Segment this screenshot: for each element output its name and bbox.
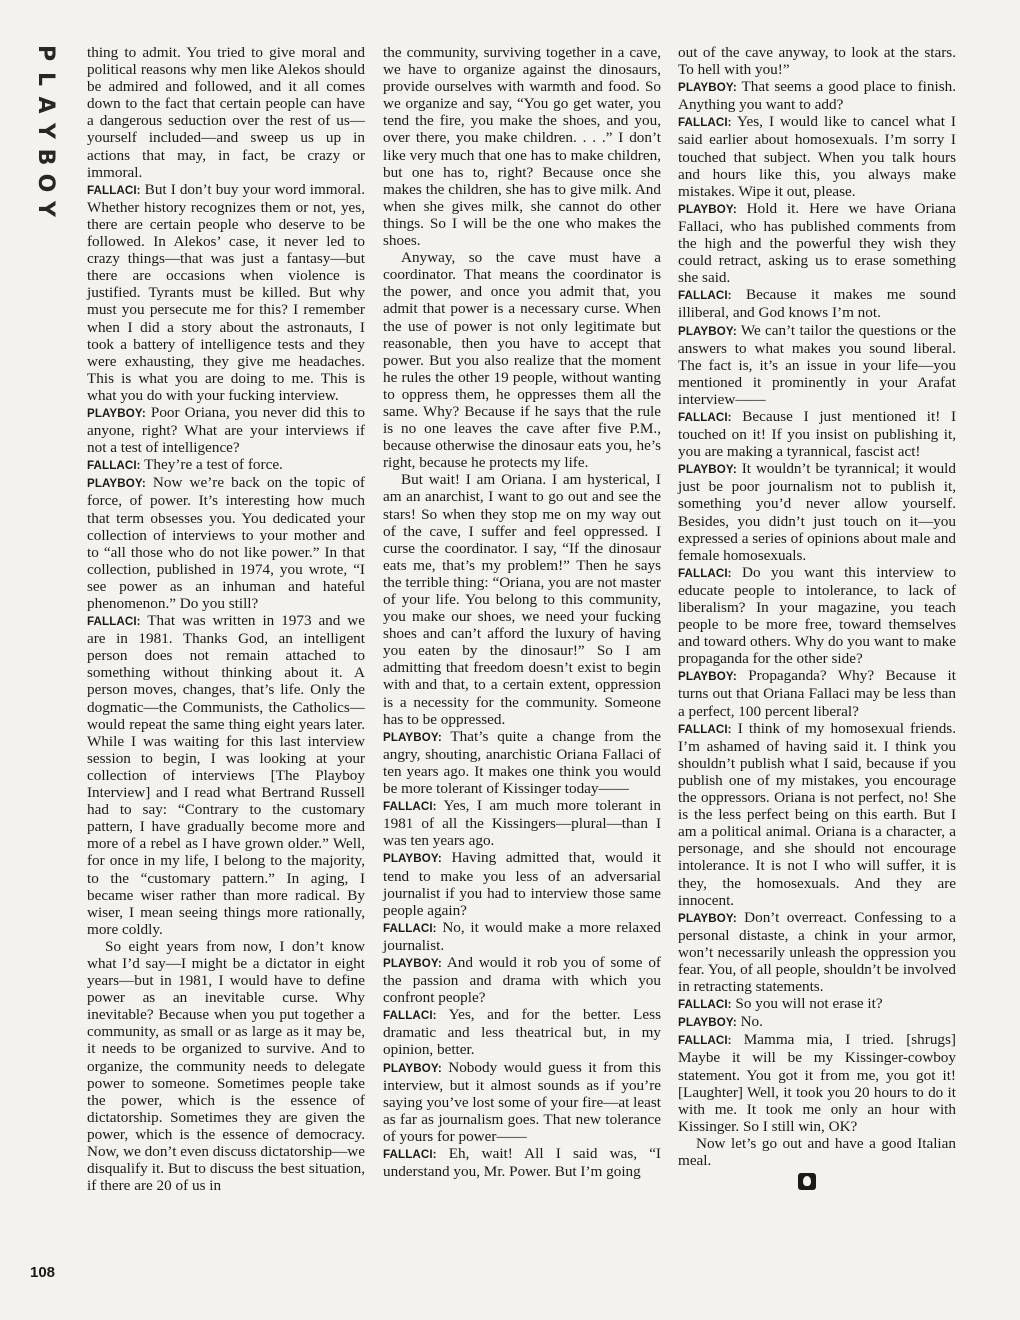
masthead-letter: Y	[33, 201, 58, 217]
paragraph	[87, 938, 365, 1194]
paragraph	[678, 408, 956, 460]
paragraph	[678, 1031, 956, 1135]
speaker-label: PLAYBOY:	[678, 81, 737, 95]
paragraph-text: Yes, and for the better. Less dramatic and less theatrical but, in my opinion, better.	[383, 1006, 661, 1059]
paragraph	[383, 471, 661, 727]
masthead-letter: B	[33, 148, 58, 166]
text-column-2	[383, 44, 661, 1180]
paragraph	[383, 797, 661, 849]
paragraph	[678, 200, 956, 286]
magazine-masthead-vertical	[28, 40, 62, 222]
paragraph	[678, 1013, 956, 1031]
paragraph	[678, 909, 956, 995]
paragraph	[678, 460, 956, 564]
paragraph-text: Poor Oriana, you never did this to anyone, right? What are your interviews if not a test of intelligence?	[87, 403, 365, 457]
paragraph	[383, 1059, 661, 1145]
paragraph-text: Eh, wait! All I said was, “I understand you, Mr. Power. But I’m going	[383, 1145, 661, 1181]
paragraph-text: We can’t tailor the questions or the answers to what makes you sound liberal. The fact is, it’s an issue in your life—you mentioned it prominently in your Arafat interview——	[678, 321, 956, 408]
paragraph-text: Now we’re back on the topic of force, of power. It’s interesting how much that term obsesses you. You dedicated your collection of interviews to your mother and to “all those who do not like power.” In that collection, published in 1974, you wrote, “I see power as an inhuman and hateful phenomenon.” Do you still?	[87, 474, 365, 612]
speaker-label: FALLACI:	[87, 459, 141, 473]
paragraph	[383, 1006, 661, 1058]
speaker-label: PLAYBOY:	[383, 1061, 442, 1075]
text-column-3	[678, 44, 956, 1194]
speaker-label: FALLACI:	[383, 800, 437, 814]
speaker-label: PLAYBOY:	[678, 670, 737, 684]
paragraph	[383, 44, 661, 249]
paragraph	[678, 995, 956, 1013]
speaker-label: PLAYBOY:	[678, 911, 737, 925]
paragraph	[678, 564, 956, 668]
paragraph-text: Now let’s go out and have a good Italian meal.	[678, 1134, 956, 1169]
paragraph-text: So eight years from now, I don’t know what I’d say—I might be a dictator in eight years—but in 1981, I would have to define power as an inevitable curse. Why inevitable? Because when you put together a community, as small or as large as it may be, it needs to be organized to survive. And to organize, the community needs to delegate power to someone. Sometimes people take the power, which is the essence of dictatorship. Sometimes they are given the power, which is the essence of democracy. Now, we don’t even discuss dictatorship—we disqualify it. But to discuss the best situation, if there are 20 of us in	[87, 937, 365, 1195]
paragraph-text: Mamma mia, I tried. [shrugs] Maybe it will be my Kissinger-cowboy statement. You got it from me, you got it! [Laughter] Well, it took you 20 hours to do it with me. It took me only an hour with Kissinger. So I still win, OK?	[678, 1031, 956, 1135]
speaker-label: FALLACI:	[87, 615, 141, 629]
speaker-label: PLAYBOY:	[87, 477, 146, 491]
speaker-label: PLAYBOY:	[383, 956, 442, 970]
paragraph-text: It wouldn’t be tyrannical; it would just be poor journalism not to publish it, something you’d never allow yourself. Besides, you didn’t just touch on it—you expressed a series of opinions about male and female homosexuals.	[678, 460, 956, 564]
paragraph	[678, 44, 956, 78]
speaker-label: PLAYBOY:	[678, 1016, 737, 1030]
speaker-label: FALLACI:	[87, 183, 141, 197]
masthead-letter: A	[33, 96, 58, 114]
paragraph	[383, 728, 661, 797]
speaker-label: FALLACI:	[678, 116, 732, 130]
paragraph-text: So you will not erase it?	[731, 995, 883, 1013]
paragraph	[678, 667, 956, 719]
paragraph	[678, 78, 956, 113]
speaker-label: FALLACI:	[678, 566, 732, 580]
text-column-1	[87, 44, 365, 1194]
paragraph-text: That’s quite a change from the angry, shouting, anarchistic Oriana Fallaci of ten years ago. It makes one think you would be more tolerant of Kissinger today——	[383, 727, 661, 798]
paragraph-text: thing to admit. You tried to give moral and political reasons why men like Alekos should be admired and followed, and it all comes down to the fact that certain people can have a dangerous seduction over the rest of us—yourself included—and sweep us up in actions that may, in fact, be crazy or immoral.	[87, 44, 365, 181]
paragraph-text: Anyway, so the cave must have a coordinator. That means the coordinator is the power, and once you admit that, you admit that power is a necessary curse. When the use of power is not only legitimate but reasonable, then you have to accept that power. But you also realize that the moment he rules the other 19 people, without wanting to oppress them, he oppresses them all the same. Why? Because if he says that the rule is no one leaves the cave after five P.M., because otherwise the dinosaur eats you, he’s right, because he protects my life.	[383, 249, 661, 472]
speaker-label: FALLACI:	[383, 921, 437, 935]
page-number: 108	[30, 1264, 56, 1281]
paragraph-text: out of the cave anyway, to look at the stars. To hell with you!”	[678, 44, 956, 79]
paragraph-text: No, it would make a more relaxed journalist.	[383, 918, 661, 954]
paragraph-text: Don’t overreact. Confessing to a personal distaste, a chink in your armor, won’t necessarily unleash the oppression you fear. You, of all people, shouldn’t be involved in retracting statements.	[678, 908, 956, 996]
speaker-label: PLAYBOY:	[87, 406, 146, 420]
paragraph	[87, 474, 365, 612]
paragraph	[87, 404, 365, 456]
paragraph-text: Yes, I am much more tolerant in 1981 of all the Kissingers—plural—than I was ten years ago.	[383, 797, 661, 850]
paragraph-text: Because it makes me sound illiberal, and God knows I’m not.	[678, 286, 956, 322]
paragraph-text: Do you want this interview to educate people to intolerance, to lack of liberalism? In your magazine, you teach people to be more free, toward themselves and toward others. Why do you want to make propaganda for the other side?	[678, 563, 956, 668]
speaker-label: PLAYBOY:	[383, 852, 442, 866]
paragraph	[383, 954, 661, 1006]
speaker-label: FALLACI:	[678, 1034, 732, 1048]
paragraph-text: That was written in 1973 and we are in 1981. Thanks God, an intelligent person does not remain attached to something without thinking about it. A person moves, changes, that’s life. Only the dogmatic—the Communists, the Catholics—would repeat the same thing eight years later. While I was waiting for this last interview session to begin, I was looking at your collection of interviews [The Playboy Interview] and I read what Bertrand Russell had to say: “Contrary to the customary pattern, I have gradually become more and more of a rebel as I have grown older.” Well, for once in my life, I belong to the majority, to the “customary pattern.” In aging, I became wiser rather than more radical. By wiser, I mean seeing things more rationally, more coldly.	[87, 612, 365, 938]
speaker-label: PLAYBOY:	[678, 463, 737, 477]
masthead-letter: O	[33, 173, 58, 193]
paragraph	[87, 612, 365, 938]
speaker-label: FALLACI:	[678, 722, 732, 736]
paragraph-text: Because I just mentioned it! I touched on it! If you insist on publishing it, you are making a tyrannical, fascist act!	[678, 407, 956, 461]
paragraph	[678, 286, 956, 321]
paragraph	[678, 113, 956, 199]
paragraph-text: They’re a test of force.	[140, 456, 283, 474]
paragraph	[87, 456, 365, 474]
end-mark-icon	[798, 1173, 816, 1190]
paragraph-text: Yes, I would like to cancel what I said earlier about homosexuals. I’m sorry I touched that subject. When you talk hours and hours like this, you always make mistakes. Wipe it out, please.	[678, 113, 956, 200]
paragraph-text: No.	[736, 1013, 763, 1031]
speaker-label: FALLACI:	[383, 1148, 437, 1161]
masthead-letter: L	[33, 71, 58, 87]
masthead-letter: P	[33, 44, 58, 62]
paragraph-text: That seems a good place to finish. Anything you want to add?	[678, 78, 956, 114]
masthead-letter: Y	[33, 123, 58, 139]
paragraph-text: Propaganda? Why? Because it turns out that Oriana Fallaci may be less than a perfect, 100 percent liberal?	[678, 667, 956, 720]
paragraph-text: I think of my homosexual friends. I’m ashamed of having said it. I think you shouldn’t publish what I said, because if you publish one of my mistakes, you encourage the oppressors. Oriana is not perfect, no! She is the less perfect being on this earth. But I am a political animal. Oriana is a character, a personage, and she should not encourage intolerance. It is not I who will suffer, it is they, the homosexuals. And they are innocent.	[678, 719, 956, 909]
paragraph-text: Hold it. Here we have Oriana Fallaci, who has published comments from the high and the powerful they wish they could retract, asking us to erase something she said.	[678, 199, 956, 287]
speaker-label: FALLACI:	[678, 410, 732, 424]
speaker-label: PLAYBOY:	[383, 730, 442, 744]
speaker-label: PLAYBOY:	[678, 324, 737, 338]
speaker-label: FALLACI:	[678, 998, 732, 1012]
paragraph	[87, 181, 365, 404]
paragraph	[383, 1145, 661, 1180]
paragraph	[383, 849, 661, 918]
paragraph-text: Nobody would guess it from this interview, but it almost sounds as if you’re saying you’ve lost some of your fire—at least as far as journalism goes. That new tolerance of yours for power——	[383, 1058, 661, 1145]
paragraph-text: Having admitted that, would it tend to make you less of an adversarial journalist if you had to interview those same people again?	[383, 849, 661, 919]
paragraph	[678, 1135, 956, 1169]
speaker-label: FALLACI:	[383, 1009, 437, 1023]
paragraph	[678, 322, 956, 408]
speaker-label: FALLACI:	[678, 289, 732, 303]
paragraph-text: the community, surviving together in a cave, we have to organize against the dinosaurs, provide ourselves with warmth and food. So we organize and say, “You go get water, you tend the fire, you make the shoes, and you, over there, you make children. . . .” I don’t like very much that one has to make children, but one has to, right? Because once she makes the children, she has to give milk. And when she gives milk, she cannot do other things. So I will be the one who makes the shoes.	[383, 44, 661, 250]
paragraph	[678, 720, 956, 909]
paragraph-text: And would it rob you of some of the passion and drama with which you confront people?	[383, 953, 661, 1007]
paragraph	[383, 919, 661, 954]
paragraph	[87, 44, 365, 181]
paragraph-text: But wait! I am Oriana. I am hysterical, I am an anarchist, I want to go out and see the stars! So when they stop me on my way out of the cave, I suffer and feel oppressed. I curse the coordinator. I say, “If the dinosaur eats me, that’s my problem!” Then he says the terrible thing: “Oriana, you are not master of your life. You belong to this community, you make our shoes, we need your fucking shoes and can’t afford the luxury of having you eaten by the dinosaur!” So I am admitting that freedom doesn’t exist to begin with and that, to a certain extent, oppression is a necessity for the community. Someone has to be oppressed.	[383, 471, 661, 728]
paragraph-text: But I don’t buy your word immoral. Whether history recognizes them or not, yes, there are certain people who deserve to be followed. In Alekos’ case, it never led to crazy things—that was just a fantasy—but there are occasions when violence is justified. Tyrants must be killed. But why must you persecute me for this? I remember when I did a story about the astronauts, I took a battery of intelligence tests and they were exhausting, they give me headaches. This is what you are doing to me. This is what you do with your fucking interview.	[87, 180, 365, 404]
speaker-label: PLAYBOY:	[678, 202, 737, 216]
paragraph	[383, 249, 661, 471]
